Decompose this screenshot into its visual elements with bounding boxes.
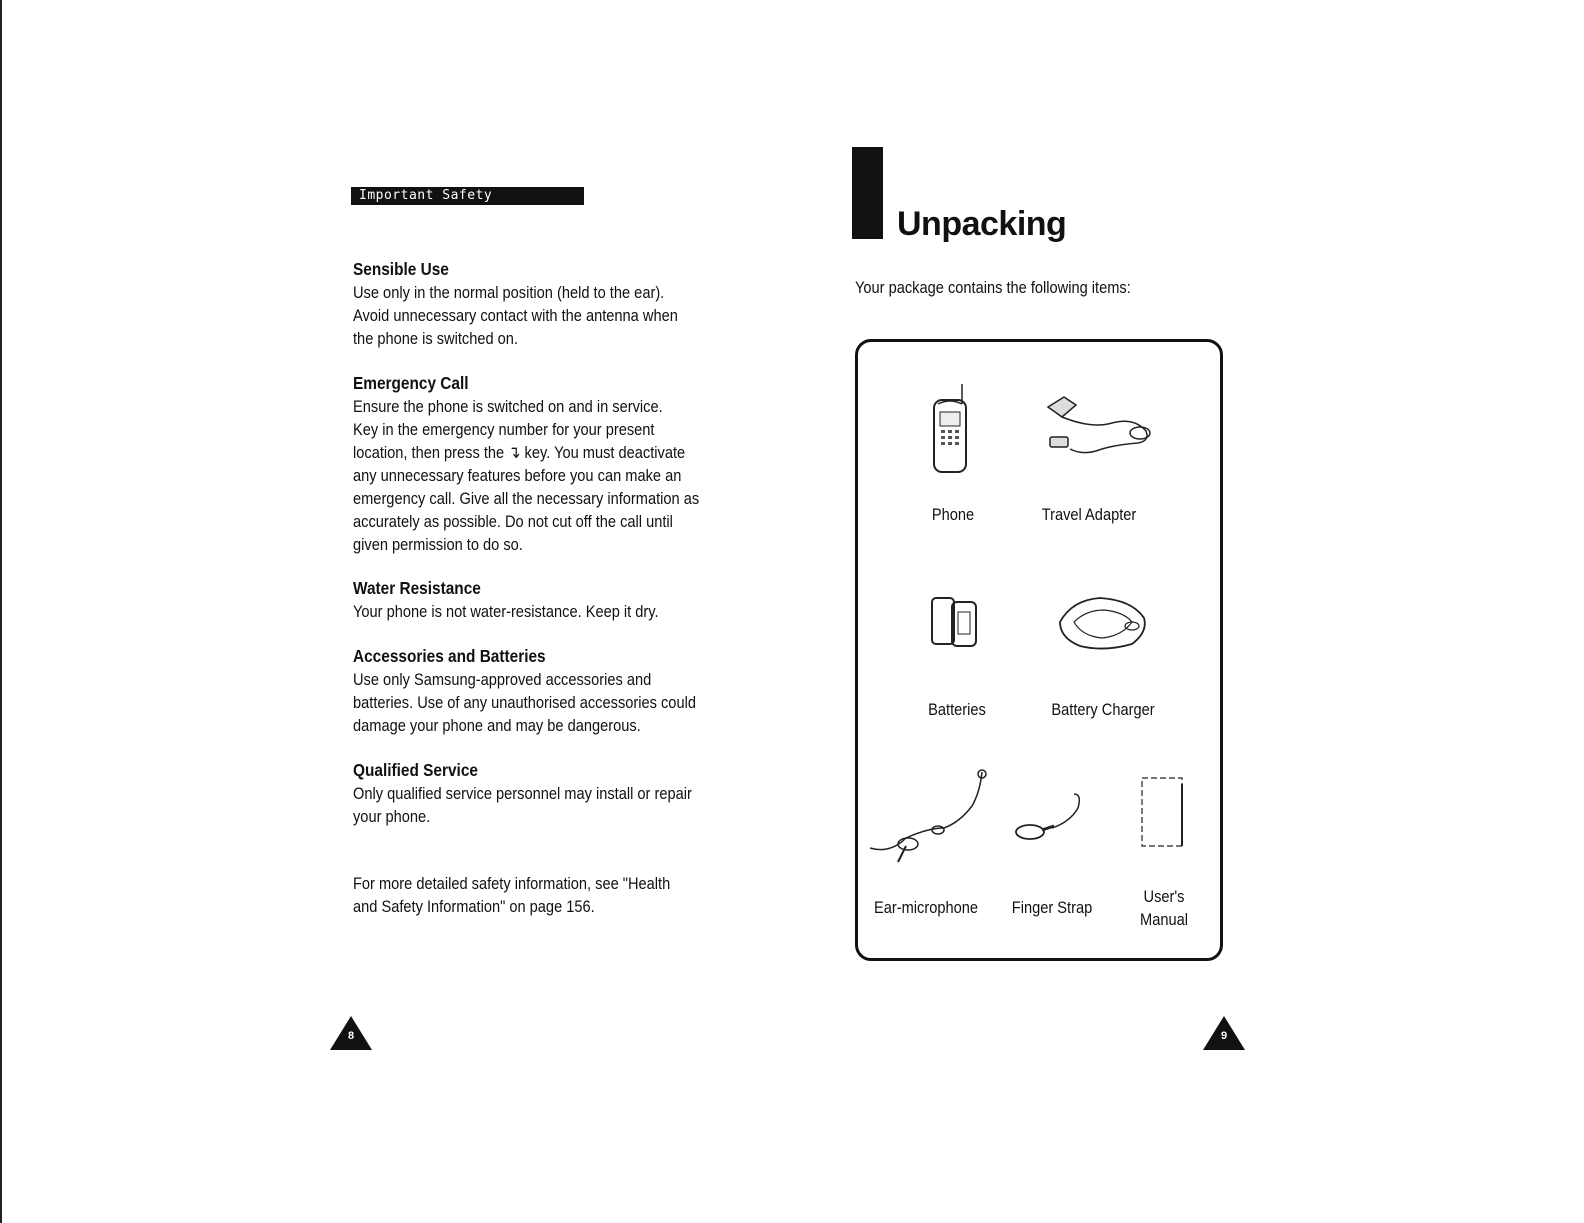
users-manual-icon [1138,774,1186,850]
item-label-batteries: Batteries [928,700,986,719]
finger-strap-icon [1012,790,1088,844]
section-title: Sensible Use [353,259,449,279]
chapter-marker-bar [852,147,883,239]
package-contents-box [855,339,1223,961]
phone-icon [928,382,972,474]
section-body: Your phone is not water-resistance. Keep it dry. [353,602,659,621]
page-number-label: 9 [1220,1030,1228,1042]
section-body: Use only in the normal position (held to the ear). Avoid unnecessary contact with the antenna when the phone is switched on. [353,283,678,348]
battery-charger-icon [1052,592,1152,656]
section-accessories-batteries [353,645,753,737]
section-qualified-service [353,759,753,828]
batteries-icon [928,594,982,650]
section-emergency-call [353,372,753,556]
item-label-phone: Phone [931,505,975,524]
section-body: Only qualified service personnel may install or repair your phone. [353,784,692,826]
item-label-ear-microphone: Ear-microphone [873,898,979,917]
item-label-finger-strap: Finger Strap [1011,898,1093,917]
ear-microphone-icon [868,766,996,866]
section-header-tab: Important Safety Precautions [351,187,584,205]
safety-footnote: For more detailed safety information, see "Health and Safety Information" on page 156. [353,874,671,916]
section-body: Use only Samsung-approved accessories and batteries. Use of any unauthorised accessories could damage your phone and may be dangerous. [353,670,696,735]
page-edge [0,0,2,1223]
chapter-title: Unpacking [897,205,1067,243]
section-sensible-use [353,258,753,350]
item-label-travel-adapter: Travel Adapter [1041,505,1137,524]
item-label-users-manual: User's Manual [1140,887,1188,929]
section-title: Water Resistance [353,578,481,598]
section-water-resistance [353,577,753,623]
page-number-label: 8 [347,1030,355,1042]
section-title: Qualified Service [353,760,478,780]
item-label-battery-charger: Battery Charger [1051,700,1155,719]
package-intro: Your package contains the following items: [855,278,1131,297]
section-body: Ensure the phone is switched on and in service. Key in the emergency number for your present location, then press the ↴ key. You must deactivate any unnecessary features before you can make an emergency call. Give all the necessary information as accurately as possible. Do not cut off the call until given permission to do so. [353,397,700,554]
section-title: Accessories and Batteries [353,646,546,666]
travel-adapter-icon [1042,393,1158,463]
section-title: Emergency Call [353,373,469,393]
